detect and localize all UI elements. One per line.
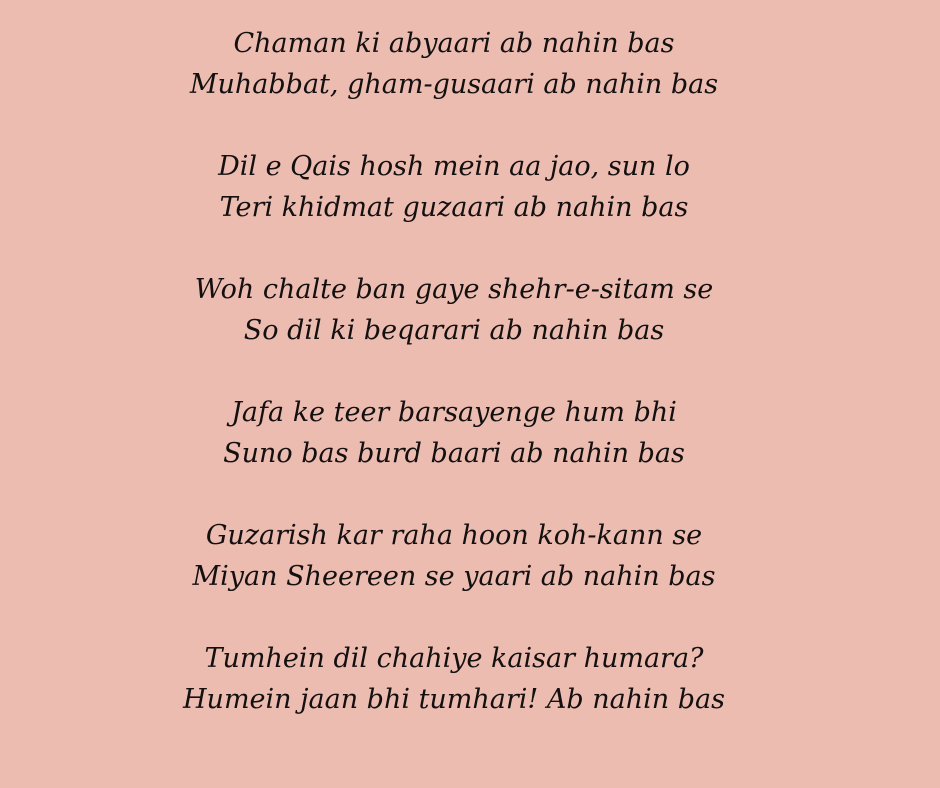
poem-line: Humein jaan bhi tumhari! Ab nahin bas (183, 684, 725, 715)
stanza-1 (0, 23, 908, 105)
poem-line: Miyan Sheereen se yaari ab nahin bas (192, 561, 716, 592)
poem-line: Muhabbat, gham-gusaari ab nahin bas (189, 69, 719, 100)
stanza-2 (0, 146, 908, 228)
poem-line: Teri khidmat guzaari ab nahin bas (219, 192, 689, 223)
poem-line: Suno bas burd baari ab nahin bas (223, 438, 685, 469)
stanza-6 (0, 638, 908, 720)
poem-line: Guzarish kar raha hoon koh-kann se (205, 520, 703, 551)
poem-line: Jafa ke teer barsayenge hum bhi (231, 397, 677, 428)
stanza-3 (0, 269, 908, 351)
stanza-4 (0, 392, 908, 474)
poem-line: Woh chalte ban gaye shehr-e-sitam se (194, 274, 714, 305)
poem-line: Chaman ki abyaari ab nahin bas (233, 28, 675, 59)
poem-text (0, 23, 908, 720)
stanza-5 (0, 515, 908, 597)
poem-line: Tumhein dil chahiye kaisar humara? (204, 643, 704, 674)
poem-line: Dil e Qais hosh mein aa jao, sun lo (218, 151, 690, 182)
poem-line: So dil ki beqarari ab nahin bas (243, 315, 665, 346)
